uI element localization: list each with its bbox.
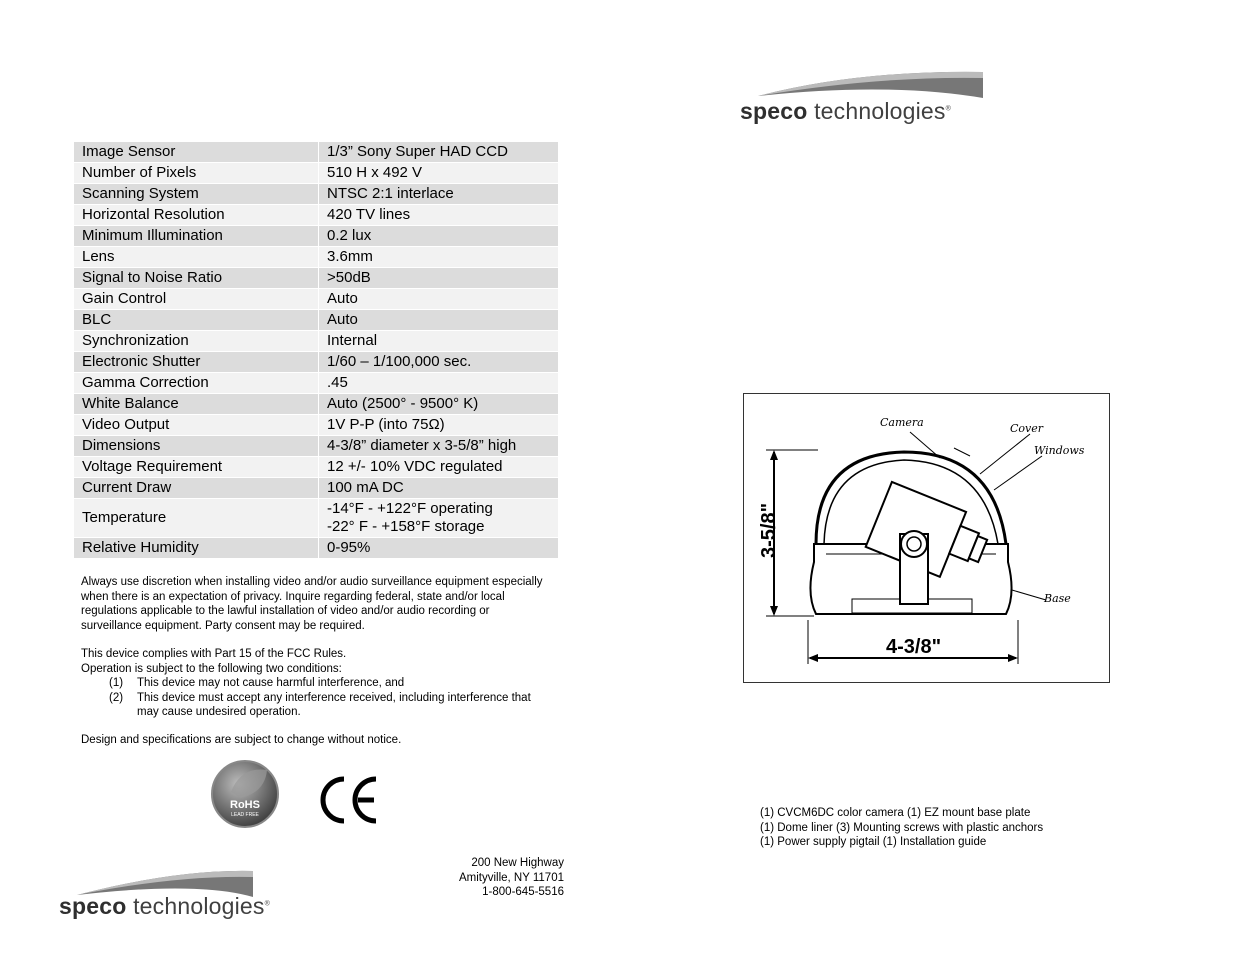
spec-label: Minimum Illumination — [74, 226, 319, 247]
camera-label: Camera — [880, 416, 924, 429]
rohs-title: RoHS — [230, 799, 260, 811]
spec-label: Gamma Correction — [74, 373, 319, 394]
spec-label: Signal to Noise Ratio — [74, 268, 319, 289]
company-address: 200 New Highway Amityville, NY 11701 1-800-645-5516 — [458, 857, 564, 898]
spec-value: Auto — [319, 310, 559, 331]
height-dimension-label: 3-5/8" — [758, 502, 780, 558]
spec-label: Relative Humidity — [74, 538, 319, 559]
spec-value: NTSC 2:1 interlace — [319, 184, 559, 205]
spec-value: 12 +/- 10% VDC regulated — [319, 457, 559, 478]
spec-label: Image Sensor — [74, 142, 319, 163]
spec-label: Current Draw — [74, 478, 319, 499]
logo-swoosh-icon — [738, 68, 988, 102]
rohs-lead-free-badge — [207, 758, 283, 834]
spec-value: Internal — [319, 331, 559, 352]
specifications-table — [73, 141, 559, 559]
spec-label: Video Output — [74, 415, 319, 436]
spec-value: 1/60 – 1/100,000 sec. — [319, 352, 559, 373]
brand-logo-bottom — [57, 867, 307, 929]
spec-label: Temperature — [74, 499, 319, 538]
spec-row — [74, 457, 559, 478]
spec-row — [74, 310, 559, 331]
spec-row — [74, 247, 559, 268]
spec-label: Horizontal Resolution — [74, 205, 319, 226]
ce-mark-icon — [318, 774, 382, 826]
spec-row — [74, 538, 559, 559]
logo-text: speco technologies® — [59, 893, 270, 919]
brand-logo-top — [738, 68, 988, 130]
spec-row — [74, 331, 559, 352]
logo-text: speco technologies® — [740, 98, 951, 124]
spec-row — [74, 478, 559, 499]
spec-row — [74, 289, 559, 310]
spec-row — [74, 184, 559, 205]
spec-value: >50dB — [319, 268, 559, 289]
spec-value: 510 H x 492 V — [319, 163, 559, 184]
dimension-diagram — [743, 393, 1110, 683]
spec-row — [74, 163, 559, 184]
spec-value: 0-95% — [319, 538, 559, 559]
base-label: Base — [1044, 592, 1071, 605]
cover-label: Cover — [1010, 422, 1044, 435]
fcc-condition: (2) This device must accept any interference received, including interference that may cause undesired operation. — [109, 691, 531, 718]
spec-row — [74, 142, 559, 163]
spec-label: BLC — [74, 310, 319, 331]
spec-label: White Balance — [74, 394, 319, 415]
spec-value: 1V P-P (into 75Ω) — [319, 415, 559, 436]
spec-row — [74, 436, 559, 457]
spec-value: Auto (2500° - 9500° K) — [319, 394, 559, 415]
spec-value: 100 mA DC — [319, 478, 559, 499]
spec-value: -14°F - +122°F operating -22° F - +158°F storage — [319, 499, 559, 538]
spec-row — [74, 373, 559, 394]
spec-row — [74, 415, 559, 436]
fcc-line-2: Operation is subject to the following two conditions: — [81, 662, 342, 675]
fcc-statement — [81, 647, 561, 720]
spec-label: Lens — [74, 247, 319, 268]
spec-row — [74, 499, 559, 538]
spec-label: Synchronization — [74, 331, 319, 352]
package-contents: (1) CVCM6DC color camera (1) EZ mount base plate (1) Dome liner (3) Mounting screws with plastic anchors (1) Power supply pigtail (1) Installation guide — [760, 807, 1044, 848]
spec-label: Number of Pixels — [74, 163, 319, 184]
spec-row — [74, 394, 559, 415]
windows-label: Windows — [1034, 444, 1085, 457]
spec-value: 420 TV lines — [319, 205, 559, 226]
spec-label: Scanning System — [74, 184, 319, 205]
spec-label: Gain Control — [74, 289, 319, 310]
privacy-disclaimer: Always use discretion when installing video and/or audio surveillance equipment especially when there is an expectation of privacy. Inquire regarding federal, state and/or local regulations applicable to the lawful installation of video and/or audio recording or surveillance equipment. Party consent may be required. — [81, 576, 543, 632]
spec-label: Voltage Requirement — [74, 457, 319, 478]
spec-value: Auto — [319, 289, 559, 310]
rohs-subtitle: LEAD FREE — [231, 812, 259, 818]
fcc-line-1: This device complies with Part 15 of the FCC Rules. — [81, 648, 347, 660]
spec-value: .45 — [319, 373, 559, 394]
spec-value: 1/3” Sony Super HAD CCD — [319, 142, 559, 163]
spec-row — [74, 226, 559, 247]
spec-row — [74, 352, 559, 373]
fcc-condition: (1) This device may not cause harmful interference, and — [109, 677, 405, 689]
width-dimension-label: 4-3/8" — [886, 636, 942, 658]
spec-value: 4-3/8” diameter x 3-5/8” high — [319, 436, 559, 457]
change-notice: Design and specifications are subject to change without notice. — [81, 734, 402, 746]
spec-row — [74, 268, 559, 289]
spec-label: Electronic Shutter — [74, 352, 319, 373]
spec-value: 0.2 lux — [319, 226, 559, 247]
ce-mark — [318, 774, 382, 826]
spec-row — [74, 205, 559, 226]
spec-label: Dimensions — [74, 436, 319, 457]
rohs-leaf-icon — [207, 758, 283, 834]
spec-value: 3.6mm — [319, 247, 559, 268]
